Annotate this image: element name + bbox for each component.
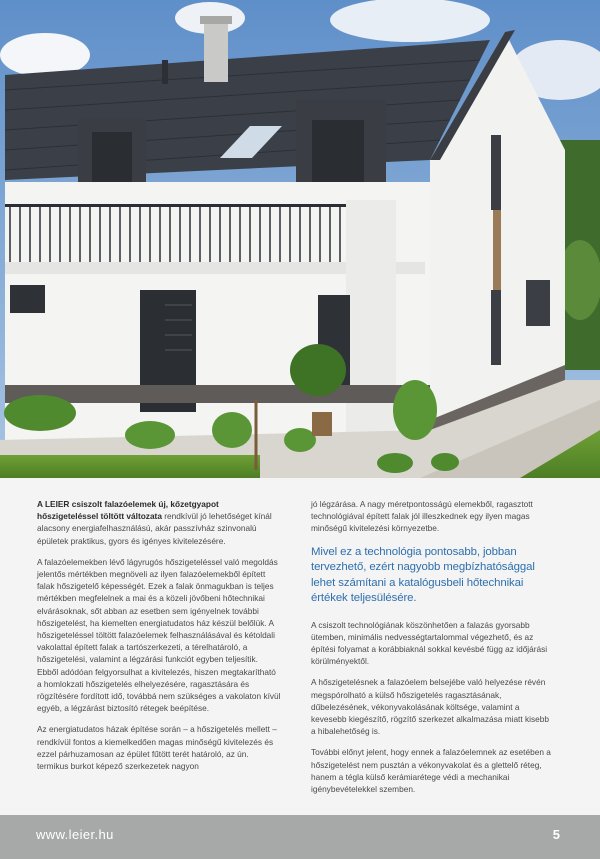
- paragraph: Az energiatudatos házak építése során – a hőszigetelés mellett – rendkívül fontos a kiemelkedően magas minőségű kivitelezés és ezzel párhuzamosan az épület fűtött terét határoló, az ún. termikus burkot képező szerkezetek nagyon: [37, 724, 277, 772]
- page-footer: [0, 815, 600, 859]
- intro-lead: A LEIER csiszolt falazóelemek új, kőzetgyapot hőszigeteléssel töltött változata: [37, 499, 219, 522]
- pull-quote: Mivel ez a technológia pontosabb, jobban tervezhető, ezért nagyobb megbízhatósággal lehet számítani a katalógusbeli hőtechnikai értékek teljesülésére.: [311, 545, 535, 605]
- paragraph: jó légzárása. A nagy méretpontosságú elemekből, ragasztott technológiával épített falak jól illeszkednek egy ilyen magas minőségű kivitelezési környezetbe.: [311, 499, 533, 534]
- article-column-left: [37, 498, 281, 781]
- page-number: 5: [552, 827, 560, 842]
- intro-paragraph: [37, 498, 281, 547]
- intro-text: rendkívül jó lehetőséget kínál alacsony energiafelhasználású, akár passzívház szinvonalú épületek praktikus, gyors és igényes kivitelezésére.: [37, 511, 272, 546]
- website-url[interactable]: www.leier.hu: [36, 827, 114, 842]
- article-column-right: [311, 498, 555, 804]
- paragraph: A hőszigetelésnek a falazóelem belsejébe való helyezése révén megspórolható a külső hőszigetelés ragasztásának, dűbelezésének, vékonyvakolásának költsége, valamint a kevesebb kiegészítő, rögzítő szerkezet alkalmazása miatt kisebb a hibalehetőség is.: [311, 677, 549, 737]
- article-body: [0, 478, 600, 815]
- paragraph: A falazóelemekben lévő lágyrugós hőszigeteléssel való megoldás jelentős mértékben megnöveli az ilyen falazóelemekből épített falak hőszigetelő képességét. Ezek a falak önmagukban is teljes mértékben megfelelnek a mai és a közeli jövőbeni hőtechnikai elvárásoknak, sőt abban az esetben sem igényelnek további hőszigetelést, ha kiemelten energiatudatos ház készül belőlük. A hőszigeteléssel töltött falazóelemek felhasználásával és kétoldali vakolattal épített falak a tartószerkezeti, a térelhatároló, a hőszigetelési, valamint a légzárási funkciót egyben teljesítik. Ebből adódóan felgyorsulhat a kivitelezés, hiszen megtakarítható a homlokzati hőszigetelés elhelyezésére, ragasztására és rögzítésére fordított idő, továbbá nem szükséges a vakolaton kívül egyéb, a légzárást biztosító rétegek beépítése.: [37, 556, 281, 714]
- paragraph: A csiszolt technológiának köszönhetően a falazás gyorsabb ütemben, minimális nedvességtartalommal végezhető, és az építési folyamat a korábbiaknál sokkal kevésbé függ az időjárási körülményektől.: [311, 619, 548, 667]
- paragraph: További előnyt jelent, hogy ennek a falazóelemnek az esetében a hőszigetelést nem pusztán a vékonyvakolat és a glettelő réteg, hanem a tégla külső kerámiarétege védi a mechanikai igénybevételekkel szemben.: [311, 747, 551, 795]
